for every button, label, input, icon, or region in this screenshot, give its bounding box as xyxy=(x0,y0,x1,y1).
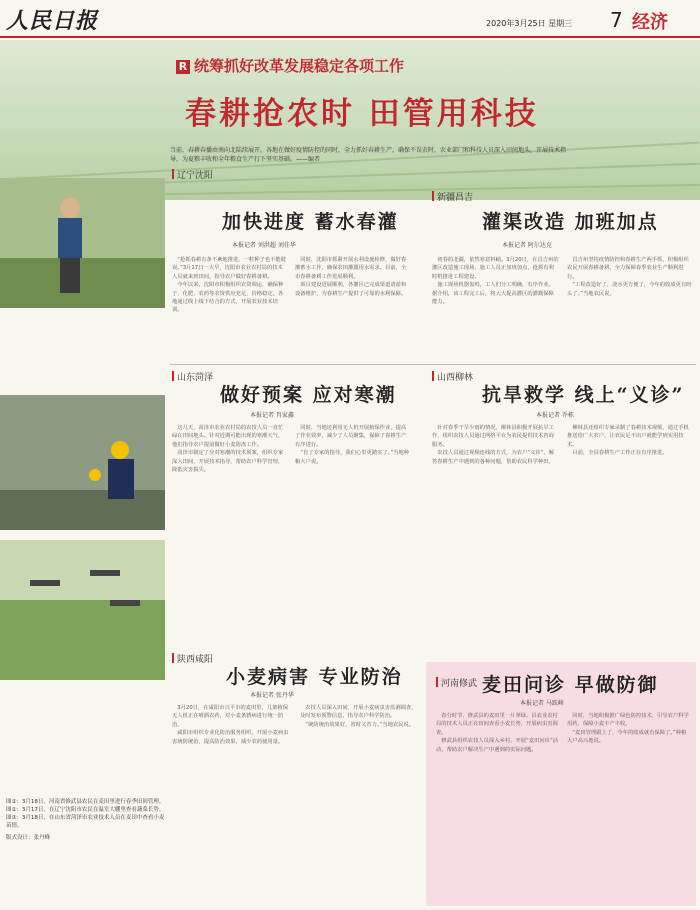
page-number: 7 xyxy=(610,8,623,32)
byline-shaanxi: 本报记者 张丹华 xyxy=(250,692,294,699)
byline-xinjiang: 本报记者 阿尔达克 xyxy=(502,242,552,249)
kicker-text: 统筹抓好改革发展稳定各项工作 xyxy=(194,57,405,75)
photo-captions xyxy=(6,798,166,842)
byline-liaoning: 本报记者 刘洪超 刘佳华 xyxy=(232,242,296,249)
photo-drones-spraying xyxy=(0,540,165,680)
editor-credit: 版式设计：张丹峰 xyxy=(6,835,51,841)
editor-note: 当前，春耕春播由南向北陆续展开，各地在做好疫情防控的同时，全力抓好春耕生产，确保不误农时。农业部门和科技人员深入田间地头，开展技术指导，为夏粮丰收和全年粮食生产打下坚实基础。——编者 xyxy=(170,147,567,163)
region-label-henan: 河南修武 xyxy=(436,676,477,689)
article-title-shaanxi: 小麦病害 专业防治 xyxy=(226,666,403,688)
region-label-liaoning: 辽宁沈阳 xyxy=(172,168,213,181)
article-body-shaanxi: 3月20日，在咸阳市兴平市的麦田里，几架植保无人机正在喷洒农药，对小麦条锈病进行统一防治。 咸阳市组织专业化防治服务组织，开展小麦病虫害统防统治，提高防治效果，减少农药使用量。 农技人员深入田间，开展小麦病虫害监测调查，及时发布预警信息，指导农户科学防治。 “统防统治效果好，省时又省力。”当地农民说。 xyxy=(172,705,417,745)
byline-shandong: 本报记者 肖家鑫 xyxy=(250,412,294,419)
masthead xyxy=(0,0,700,38)
section-kicker xyxy=(176,55,404,76)
region-label-shanxi: 山西柳林 xyxy=(432,370,473,383)
region-label-xinjiang: 新疆昌吉 xyxy=(432,190,473,203)
page-title: 春耕抢农时 田管用科技 xyxy=(185,96,539,132)
byline-henan: 本报记者 马跃峰 xyxy=(520,700,564,707)
caption-2: 图②：3月17日，在辽宁沈阳市农民在温室大棚里查看蔬菜长势。 xyxy=(6,807,165,813)
photo-field-workers xyxy=(0,395,165,530)
caption-1: 图①：3月18日，河南省修武县农民在麦田里进行春季田间管理。 xyxy=(6,799,165,805)
article-title-henan: 麦田问诊 早做防御 xyxy=(482,674,659,696)
byline-shanxi: 本报记者 乔栋 xyxy=(536,412,574,419)
article-body-shanxi: 针对春季干旱少雨的情况，柳林县积极开展抗旱工作，组织农技人员通过网络平台为农民提供技术咨询服务。 农技人员通过视频连线的方式，为农户“义诊”，解答春耕生产中遇到的各种问题，帮助农民科学种田。 柳林县还组织专家录制了春耕技术视频，通过手机推送给广大农户，让农民足不出户就能学到实用技术。 目前，全县春耕生产工作正在有序推进。 xyxy=(432,425,689,465)
article-body-xinjiang: 初春的北疆，依然寒意料峭。3月20日，在昌吉州的灌区改造施工现场，施工人员正加班加点，抢抓有利时机推进工程建设。 施工现场机器轰鸣，工人们分工明确，有序作业。据介绍，该工程完工后，将大大提高灌区的灌溉保障能力。 昌吉州坚持疫情防控和春耕生产两手抓，积极组织农民开展春耕备耕，全力保障春季农业生产顺利进行。 “工程改造好了，浇水更方便了，今年的收成更有盼头了。”当地农民说。 xyxy=(432,257,692,306)
article-title-shanxi: 抗旱救学 线上“义诊” xyxy=(482,384,685,406)
caption-3: 图③：3月18日，在山东省菏泽市农业技术人员在麦田中查看小麦苗情。 xyxy=(6,815,165,829)
newspaper-logo: 人民日报 xyxy=(6,8,99,34)
section-name: 经济 xyxy=(632,12,668,33)
region-label-shaanxi: 陕西咸阳 xyxy=(172,652,213,665)
article-title-xinjiang: 灌渠改造 加班加点 xyxy=(482,211,659,233)
photo-farmer-greenhouse xyxy=(0,178,165,308)
kicker-badge: R xyxy=(176,60,190,74)
article-title-liaoning: 加快进度 蓄水春灌 xyxy=(222,211,399,233)
article-body-liaoning: “抢抓春耕有条不紊地推进，一粒种子也不能耽误。”3月17日一大早，沈阳市农业农村局的技术人员就来到田间，指导农户做好春耕备耕。 今年以来，沈阳市积极组织农资调运，确保种子、化肥、农药等农资供应充足，价格稳定。各地通过线上线下结合的方式，开展农业技术培训。 同时，沈阳市抓紧开展水利设施检修，做好春灌蓄水工作，确保农田灌溉用水需求。目前，全市春耕备耕工作进展顺利。 项目建设进展顺利，各灌区已完成渠道清淤和设备维护，为春耕生产提供了可靠的水利保障。 xyxy=(172,257,407,314)
issue-date: 2020年3月25日 星期三 xyxy=(486,19,573,28)
article-title-shandong: 做好预案 应对寒潮 xyxy=(220,384,397,406)
article-body-henan: 春分时节，修武县的麦田里一片翠绿。县农业农村局的技术人员正在田间查看小麦长势，开展病虫害调查。 修武县组织农技人员深入乡村，开展“麦田问诊”活动，帮助农户解决生产中遇到的实际问题。 同时，当地积极推广绿色防控技术，引导农户科学用药，保障小麦丰产丰收。 “麦田管理跟上了，今年的收成就有保障了。”种粮大户高兴地说。 xyxy=(436,713,689,753)
region-label-shandong: 山东菏泽 xyxy=(172,370,213,383)
article-body-shandong: 这几天，菏泽市农业农村局的农技人员一直忙碌在田间地头。针对近期可能出现的寒潮天气，他们指导农户提前做好小麦防冻工作。 菏泽市制定了应对寒潮的技术预案，组织专家深入田间，开展技术指导，帮助农户科学管理，降低灾害损失。 同时，当地还利用无人机开展植保作业，提高了作业效率，减少了人员聚集，保障了春耕生产有序进行。 “有了专家的指导，我们心里更踏实了。”当地种粮大户说。 xyxy=(172,425,410,474)
